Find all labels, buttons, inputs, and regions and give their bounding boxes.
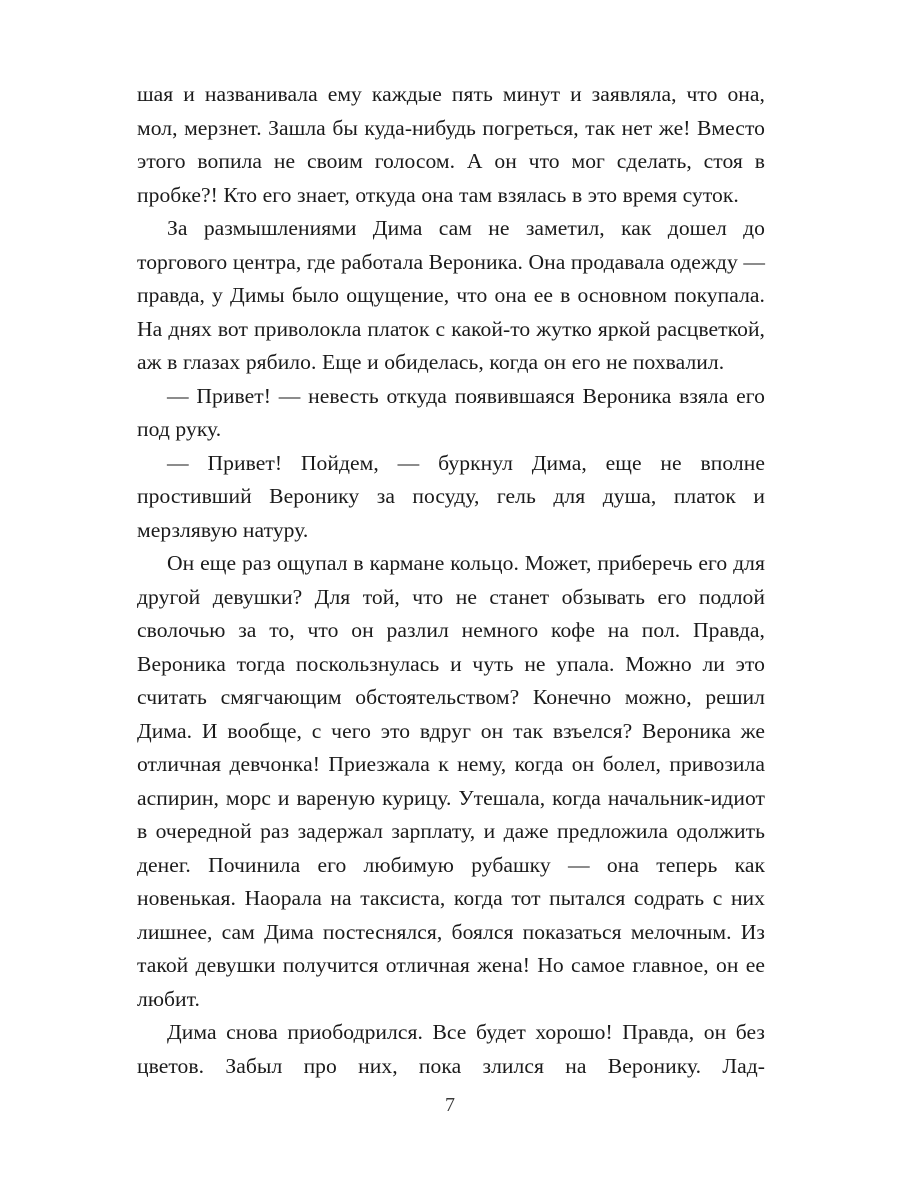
page-number: 7 [445, 1094, 455, 1116]
dialogue-paragraph: — Привет! Пойдем, — буркнул Дима, еще не вполне простивший Веронику за посуду, гель для душа, платок и мерзлявую натуру. [137, 450, 765, 542]
dialogue-paragraph: — Привет! — невесть откуда появившаяся Вероника взяла его под руку. [137, 383, 765, 441]
paragraph: За размышлениями Дима сам не заметил, как дошел до торгового центра, где работала Вероника. Она продавала одежду — правда, у Димы было ощущение, что она ее в основном покупала. На днях вот приволокла платок с какой-то жутко яркой расцветкой, аж в глазах рябило. Еще и обиделась, когда он его не похвалил. [137, 216, 765, 374]
paragraph: Он еще раз ощупал в кармане кольцо. Может, приберечь его для другой девушки? Для той, что не станет обзывать его подлой сволочью за то, что он разлил немного кофе на пол. Правда, Вероника тогда поскользнулась и чуть не упала. Можно ли это считать смягчающим обстоятельством? Конечно можно, решил Дима. И вообще, с чего это вдруг он так взъелся? Вероника же отличная девчонка! Приезжала к нему, когда он болел, привозила аспирин, морс и вареную курицу. Утешала, когда начальник-идиот в очередной раз задержал зарплату, и даже предложила одолжить денег. Починила его любимую рубашку — она теперь как новенькая. Наорала на таксиста, когда тот пытался содрать с них лишнее, сам Дима постеснялся, боялся показаться мелочным. Из такой девушки получится отличная жена! Но самое главное, он ее любит. [137, 551, 765, 1011]
paragraph-truncated: Дима снова приободрился. Все будет хорошо! Правда, он без цветов. Забыл про них, пока злился на Веронику. Лад- [137, 1020, 765, 1078]
page-text-block [137, 78, 765, 1117]
paragraph-continued: шая и названивала ему каждые пять минут и заявляла, что она, мол, мерзнет. Зашла бы куда-нибудь погреться, так нет же! Вместо этого вопила не своим голосом. А он что мог сделать, стоя в пробке?! Кто его знает, откуда она там взялась в это время суток. [137, 82, 765, 207]
